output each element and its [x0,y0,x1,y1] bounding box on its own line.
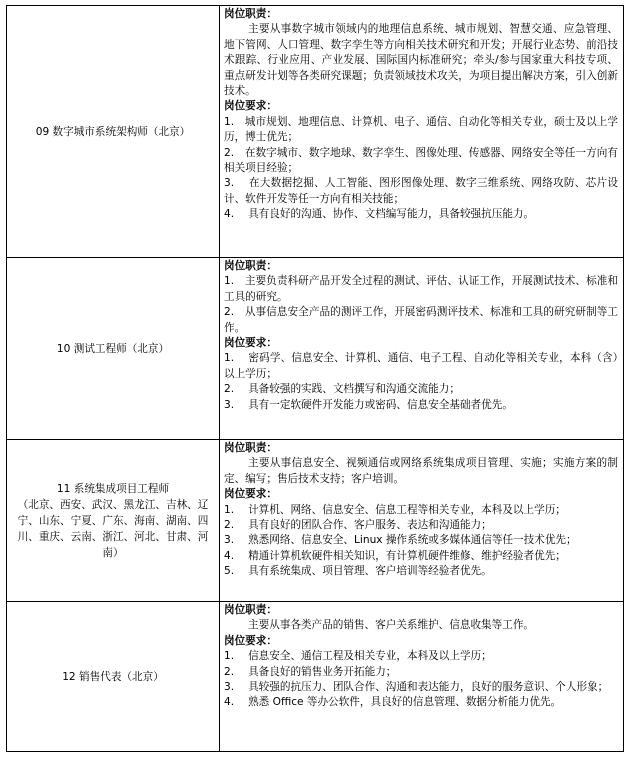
requirements-heading: 岗位要求： [224,100,277,113]
duties-heading: 岗位职责： [224,604,277,616]
duty-item: 1. 主要负责科研产品开发全过程的测试、评估、认证工作，开展测试技术、标准和工具的研究。 [224,275,618,303]
requirement-item: 3. 具有一定软硬件开发能力或密码、信息安全基础者优先。 [224,398,513,411]
duty-item: 2. 从事信息安全产品的测评工作，开展密码测评技术、标准和工具的研究研制等工作。 [224,306,618,334]
requirement-item: 3. 熟悉网络、信息安全、Linux 操作系统或多媒体通信等任一技术优先； [224,534,577,547]
position-title: 09 数字城市系统架构师（北京） [35,125,191,138]
duties-heading: 岗位职责： [224,442,277,454]
position-detail-cell [220,258,624,440]
requirements-heading: 岗位要求： [224,488,277,501]
requirement-item: 1. 密码学、信息安全、计算机、通信、电子工程、自动化等相关专业，本科（含）以上学历； [224,352,618,380]
table-row [7,602,624,752]
requirement-item: 1. 信息安全、通信工程及相关专业，本科及以上学历； [224,650,492,663]
requirement-item: 4. 具有良好的沟通、协作、文档编写能力，具备较强抗压能力。 [224,208,535,221]
requirement-item: 4. 熟悉 Office 等办公软件，具良好的信息管理、数据分析能力优先。 [224,696,562,709]
duties-heading: 岗位职责： [224,260,277,272]
requirement-item: 3. 具较强的抗压力、团队合作、沟通和表达能力，良好的服务意识、个人形象； [224,681,609,694]
job-table [6,5,624,752]
position-detail-cell [220,440,624,602]
requirements-heading: 岗位要求： [224,634,277,647]
table-row [7,440,624,602]
duties-text: 主要从事信息安全、视频通信或网络系统集成项目管理、实施；实施方案的制定、编写；售后技术支持；客户培训。 [224,457,618,485]
requirement-item: 3. 在大数据挖掘、人工智能、图形图像处理、数字三维系统、网络攻防、芯片设计、软件开发等任一方向有相关技能； [224,177,618,205]
position-detail-cell [220,6,624,258]
position-title: 12 销售代表（北京） [62,670,164,683]
requirement-item: 1. 计算机、网络、信息安全、信息工程等相关专业，本科及以上学历； [224,503,566,516]
duties-text: 主要从事数字城市领域内的地理信息系统、城市规划、智慧交通、应急管理、地下管网、人口管理、数字孪生等方向相关技术研究和开发；开展行业态势、前沿技术跟踪、行业应用、产业发展、国际国内标准研究；牵头/参与国家重大科技专项、重点研发计划等各类研究课题；负责领域技术攻关，为项目提出解决方案，引入创新技术。 [224,23,618,98]
requirement-item: 1. 城市规划、地理信息、计算机、电子、通信、自动化等相关专业，硕士及以上学历，博士优先； [224,115,618,144]
duties-text: 主要从事各类产品的销售、客户关系维护、信息收集等工作。 [248,619,535,632]
position-title: 10 测试工程师（北京） [56,342,170,355]
position-title-cell [7,440,220,602]
position-locations: （北京、西安、武汉、黑龙江、吉林、辽宁、山东、宁夏、广东、海南、湖南、四川、重庆、云南、浙江、河北、甘肃、河南） [17,498,209,559]
position-title: 11 系统集成项目工程师 [56,482,170,495]
duties-heading: 岗位职责： [224,8,277,20]
table-row [7,6,624,258]
requirement-item: 2. 具有良好的团队合作、客户服务、表达和沟通能力； [224,519,492,532]
requirement-item: 5. 具有系统集成、项目管理、客户培训等经验者优先。 [224,565,492,578]
requirement-item: 2. 具备良好的销售业务开拓能力； [224,665,397,678]
position-detail-cell [220,602,624,752]
requirement-item: 2. 在数字城市、数字地球、数字孪生、图像处理、传感器、网络安全等任一方向有相关项目经验； [224,146,618,175]
position-title-cell [7,258,220,440]
requirement-item: 2. 具备较强的实践、文档撰写和沟通交流能力； [224,383,460,396]
position-title-cell [7,6,220,258]
requirement-item: 4. 精通计算机软硬件相关知识，有计算机硬件维修、维护经验者优先； [224,549,566,562]
requirements-heading: 岗位要求： [224,337,277,350]
position-title-cell [7,602,220,752]
table-row [7,258,624,440]
